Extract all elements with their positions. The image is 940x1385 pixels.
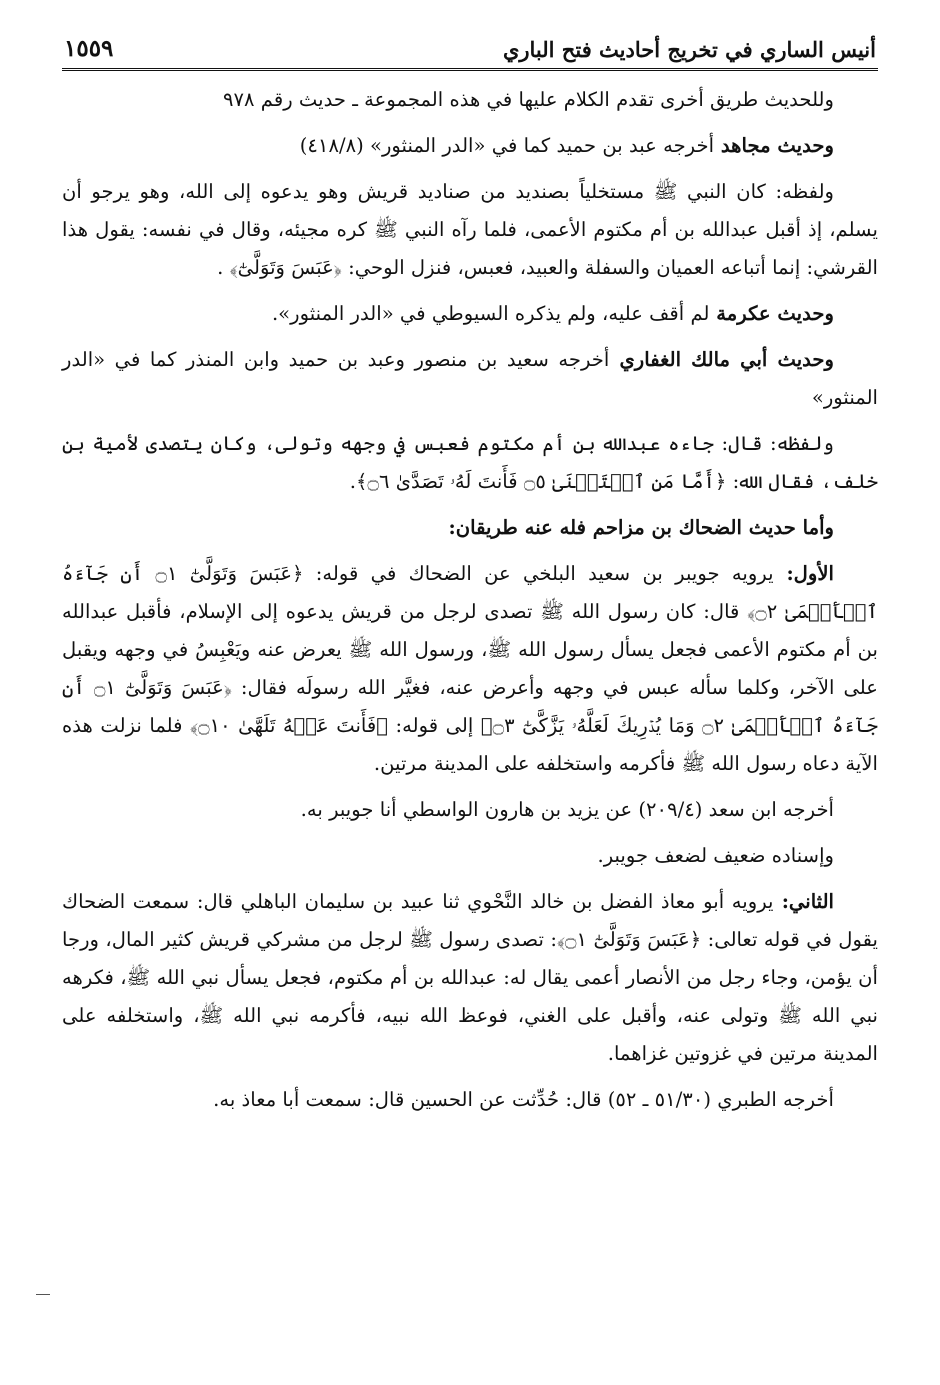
text-run: لم أقف عليه، ولم يذكره السيوطي في «الدر المنثور». [271,302,710,325]
bold-heading-run: وحديث أبي مالك الغفاري [609,348,835,371]
paragraph [62,295,878,333]
margin-mark [36,1294,50,1295]
text-run: أخرجه عبد بن حميد كما في «الدر المنثور» (٤١٨/٨) [299,134,715,157]
text-run: ولفظه: قال: جاءه عبدالله بن أم مكتوم فعبس في وجهه وتولى، وكان يتصدى لأمية بن خلف، فقال الله: ﴿أَمَّا مَنِ ٱسۡتَغۡنَىٰ ۝٥ فَأَنتَ لَهُۥ تَصَدَّىٰ ۝٦﴾. [62,432,878,493]
text-run: يرويه أبو معاذ الفضل بن خالد النَّحْوي ثنا عبيد بن سليمان الباهلي قال: سمعت الضحاك يقول في قوله تعالى: ﴿عَبَسَ وَتَوَلَّىٰٓ ۝١﴾: تصدى رسول ﷺ لرجل من مشركي قريش كثير المال، ورجا أن يؤمن، وجاء رجل من الأنصار أعمى يقال له: عبدالله بن أم مكتوم، فجعل يسأل نبي الله ﷺ، فكرهه نبي الله ﷺ وتولى عنه، وأقبل على الغني، فوعظ الله نبيه، فأكرمه نبي الله ﷺ، واستخلفه على المدينة مرتين في غزوتين غزاهما. [62,890,879,1065]
bold-heading-run: الثاني: [773,890,835,913]
page-number: ١٥٥٩ [64,35,114,62]
text-run: ولفظه: كان النبي ﷺ مستخلياً بصنديد من صناديد قريش وهو يدعوه إلى الله، وهو يرجو أن يسلم، إذ أقبل عبدالله بن أم مكتوم الأعمى، فلما رآه النبي ﷺ كره مجيئه، وقال في نفسه: يقول هذا القرشي: إنما أتباعه العميان والسفلة والعبيد، فعبس، فنزل الوحي: ﴿عَبَسَ وَتَوَلَّىٰٓ﴾ . [62,180,878,279]
text-run: وإسناده ضعيف لضعف جويبر. [597,844,834,867]
paragraph [62,555,878,783]
paragraph [62,173,878,287]
paragraph [62,425,878,501]
text-run: أخرجه الطبري (٥١/٣٠ ـ ٥٢) قال: حُدِّثت عن الحسين قال: سمعت أبا معاذ به. [213,1088,834,1111]
paragraph [62,837,878,875]
paragraph [62,791,878,829]
text-run: أخرجه سعيد بن منصور وعبد بن حميد وابن المنذر كما في «الدر المنثور» [62,348,878,409]
paragraph [62,127,878,165]
text-run: وللحديث طريق أخرى تقدم الكلام عليها في هذه المجموعة ـ حديث رقم ٩٧٨ [222,88,834,111]
bold-heading-run: وحديث مجاهد [714,134,834,157]
bold-heading-run: الأول: [773,562,835,585]
page-body [62,81,878,1119]
running-header [62,28,878,71]
paragraph [62,81,878,119]
paragraph [62,883,878,1073]
paragraph [62,341,878,417]
paragraph [62,509,878,547]
text-run: يرويه جويبر بن سعيد البلخي عن الضحاك في قوله: ﴿عَبَسَ وَتَوَلَّىٰٓ ۝١ أَن جَآءَهُ ٱلۡأَعۡمَىٰ ۝٢﴾ قال: كان رسول الله ﷺ تصدى لرجل من قريش يدعوه إلى الإسلام، فأقبل عبدالله بن أم مكتوم الأعمى فجعل يسأل رسول الله ﷺ، ورسول الله ﷺ يعرض عنه ويَعْبِسُ في وجهه ويقبل على الآخر، وكلما سأله عبس في وجهه وأعرض عنه، فغيَّر الله رسولَه فقال: ﴿عَبَسَ وَتَوَلَّىٰٓ ۝١ أَن جَآءَهُ ٱلۡأَعۡمَىٰ ۝٢ وَمَا يُدۡرِيكَ لَعَلَّهُۥ يَزَّكَّىٰٓ ۝٣﴾ إلى قوله: ﴿فَأَنتَ عَنۡهُ تَلَهَّىٰ ۝١٠﴾ فلما نزلت هذه الآية دعاه رسول الله ﷺ فأكرمه واستخلفه على المدينة مرتين. [62,562,878,775]
bold-heading-run: وأما حديث الضحاك بن مزاحم فله عنه طريقان: [448,516,834,539]
text-run: أخرجه ابن سعد (٢٠٩/٤) عن يزيد بن هارون الواسطي أنا جويبر به. [300,798,834,821]
book-title: أنيس الساري في تخريج أحاديث فتح الباري [502,37,876,62]
bold-heading-run: وحديث عكرمة [709,302,834,325]
paragraph [62,1081,878,1119]
